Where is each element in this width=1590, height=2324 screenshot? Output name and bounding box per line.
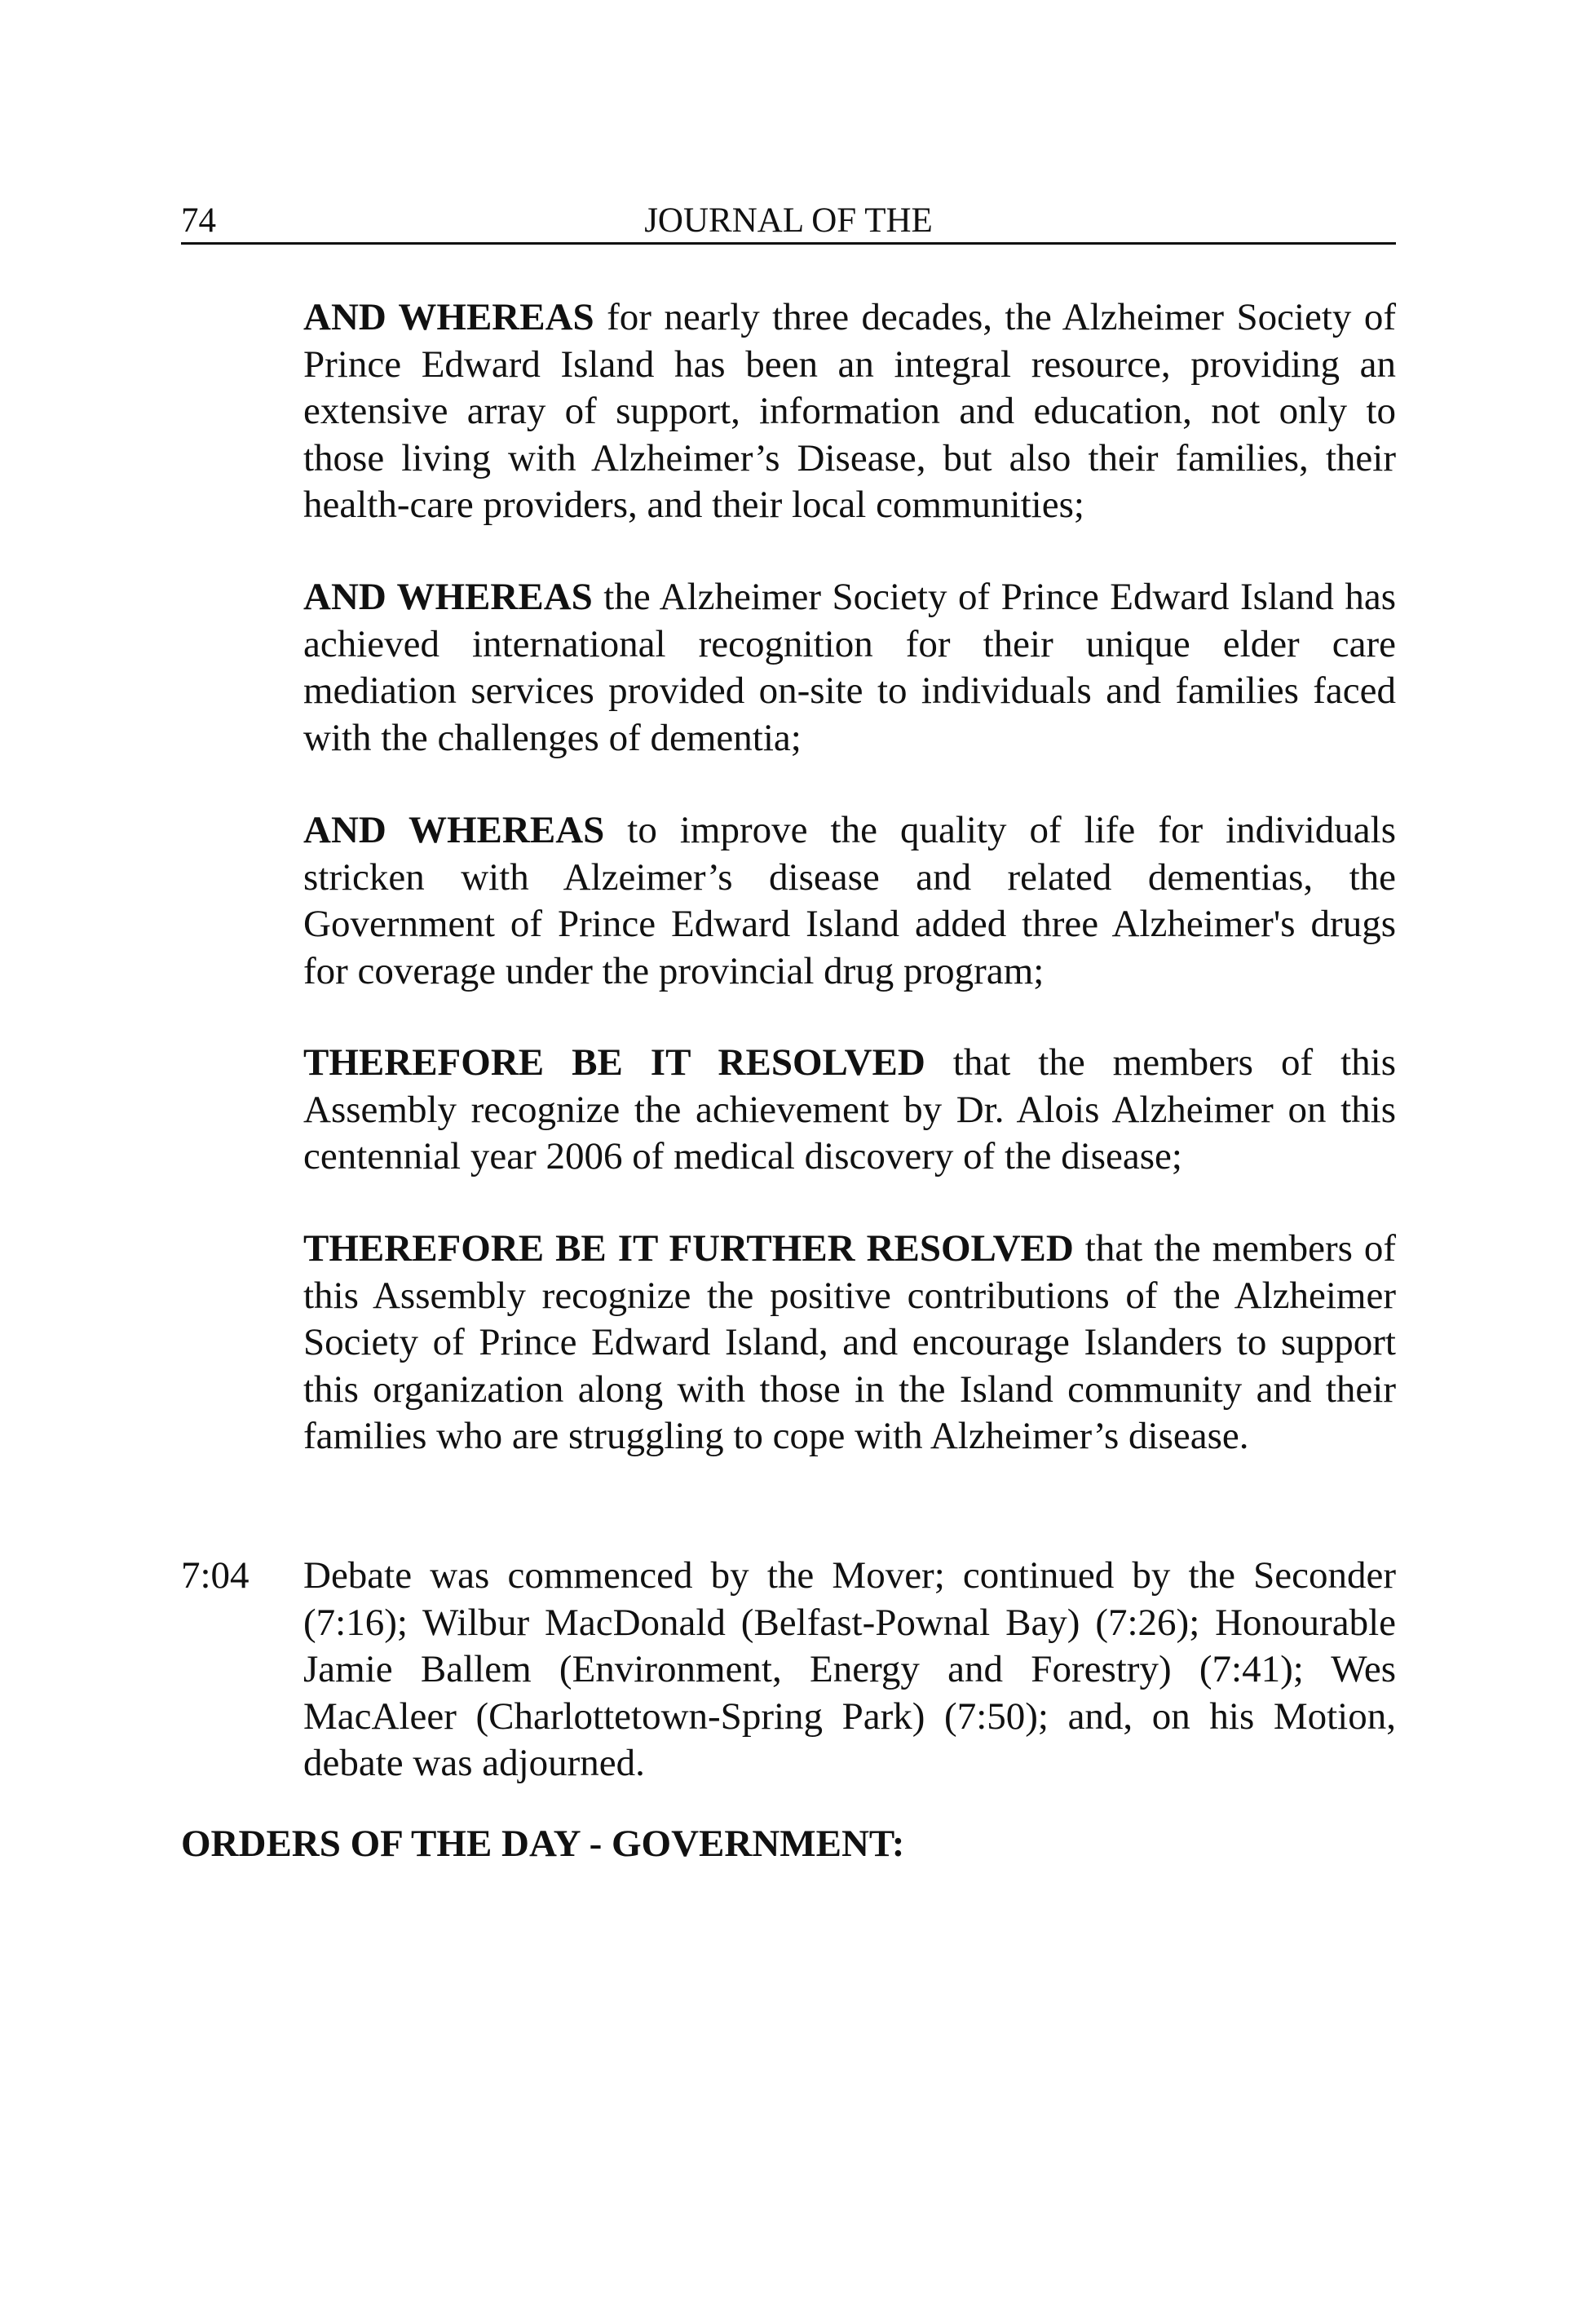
paragraph-text: the Alzheimer Society of Prince Edward Island has achieved international recognition for their unique elder care mediation services provided on-site to individuals and families faced with the challenges of dementia; xyxy=(303,576,1396,759)
running-head: JOURNAL OF THE xyxy=(644,201,933,240)
paragraph-lead: AND WHEREAS xyxy=(303,809,605,851)
page-number: 74 xyxy=(181,201,216,240)
proceeding-paragraph: Debate was commenced by the Mover; continued by the Seconder (7:16); Wilbur MacDonald (Belfast-Pownal Bay) (7:26); Honourable Jamie Ballem (Environment, Energy and Forestry) (7:41); Wes MacAleer (Charlottetown-Spring Park) (7:50); and, on his Motion, debate was adjourned. xyxy=(303,1554,1396,1784)
paragraph-lead: THEREFORE BE IT RESOLVED xyxy=(303,1041,925,1084)
paragraph-lead: AND WHEREAS xyxy=(303,296,594,338)
resolution-paragraph xyxy=(303,1226,1396,1460)
section-heading: ORDERS OF THE DAY - GOVERNMENT: xyxy=(181,1823,905,1865)
resolution-paragraph xyxy=(303,807,1396,995)
paragraph-text: that the members of this Assembly recognize the achievement by Dr. Alois Alzheimer on this centennial year 2006 of medical discovery of the disease; xyxy=(303,1041,1396,1177)
resolution-paragraph xyxy=(303,574,1396,762)
resolution-paragraph xyxy=(303,1040,1396,1181)
paragraph-text: for nearly three decades, the Alzheimer Society of Prince Edward Island has been an integral resource, providing an extensive array of support, information and education, not only to those living with Alzheimer’s Disease, but also their families, their health-care providers, and their local communities; xyxy=(303,296,1397,526)
paragraph-lead: AND WHEREAS xyxy=(303,576,593,618)
resolution-paragraph xyxy=(303,294,1396,529)
proceeding-time: 7:04 xyxy=(181,1554,250,1597)
paragraph-lead: THEREFORE BE IT FURTHER RESOLVED xyxy=(303,1227,1074,1270)
page-header xyxy=(181,200,1396,245)
paragraph-text: to improve the quality of life for individuals stricken with Alzeimer’s disease and related dementias, the Government of Prince Edward Island added three Alzheimer's drugs for coverage under the provincial drug program; xyxy=(303,809,1396,992)
paragraph-text: that the members of this Assembly recognize the positive contributions of the Alzheimer Society of Prince Edward Island, and encourage Islanders to support this organization along with those in the Island community and their families who are struggling to cope with Alzheimer’s disease. xyxy=(303,1227,1396,1457)
